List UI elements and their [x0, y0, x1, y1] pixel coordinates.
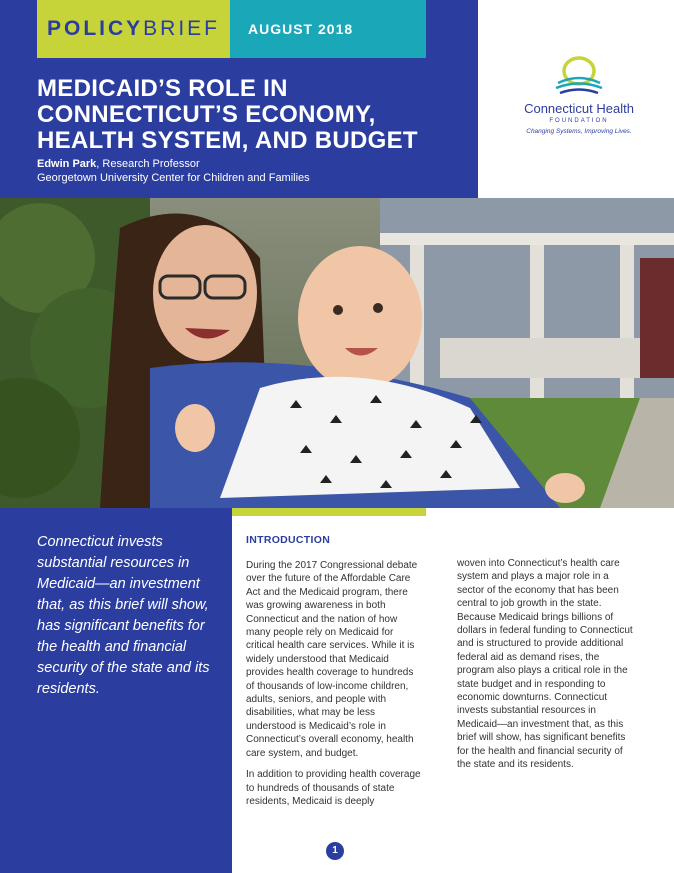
title-line: HEALTH SYSTEM, AND BUDGET: [37, 127, 418, 154]
logo-swirl-icon: [552, 55, 606, 99]
title-line: MEDICAID’S ROLE IN: [37, 75, 288, 102]
page-number: 1: [326, 842, 344, 860]
author-role: , Research Professor: [96, 158, 200, 170]
page-title: [37, 76, 457, 154]
paragraph: woven into Connecticut’s health care system and plays a major role in a sector of the economy that has been central to job growth in the state. Because Medicaid brings billions of dollars in federal funding to Connecticut and is structured to provide additional federal aid as demand rises, the program also plays a critical role in the state budget and in responding to economic downturns. Connecticut invests substantial resources in Medicaid—an investment that, as this brief will show, has significant benefits for the health and financial security of the state and its residents.: [457, 558, 633, 771]
brand-bold: POLICY: [46, 17, 144, 40]
foundation-logo: [514, 55, 644, 140]
author-affiliation: Georgetown University Center for Children and Families: [37, 172, 310, 184]
accent-bar: [232, 508, 426, 516]
logo-subtitle: FOUNDATION: [549, 118, 609, 124]
author-line: [37, 157, 200, 171]
publication-date: AUGUST 2018: [248, 21, 354, 37]
text-column-left: [246, 559, 424, 816]
paragraph: During the 2017 Congressional debate over the future of the Affordable Care Act and the Medicaid program, there was growing awareness in both Connecticut and the nation of how many people rely on Medicaid for critical health care services. While it is widely understood that Medicaid provides health coverage to hundreds of thousands of low-income children, adults, seniors, and people with disabilities, what may be less understood is Medicaid’s role in Connecticut’s overall economy, health care system, and budget.: [246, 560, 418, 759]
author-name: Edwin Park: [37, 158, 97, 170]
logo-tagline: Changing Systems, Improving Lives.: [526, 128, 632, 135]
pull-quote: Connecticut invests substantial resources in Medicaid—an investment that, as this brief will show, has significant benefits for the health and financial security of the state and its residents.: [37, 534, 210, 697]
brand-light: BRIEF: [143, 17, 221, 40]
paragraph: In addition to providing health coverage to hundreds of thousands of state residents, Medicaid is deeply: [246, 769, 421, 807]
section-heading: INTRODUCTION: [246, 534, 331, 546]
title-line: CONNECTICUT’S ECONOMY,: [37, 101, 376, 128]
text-column-right: [457, 557, 635, 780]
policy-brief-label: [37, 0, 230, 58]
logo-name: Connecticut Health: [524, 101, 634, 116]
cover-photo: [0, 198, 674, 508]
